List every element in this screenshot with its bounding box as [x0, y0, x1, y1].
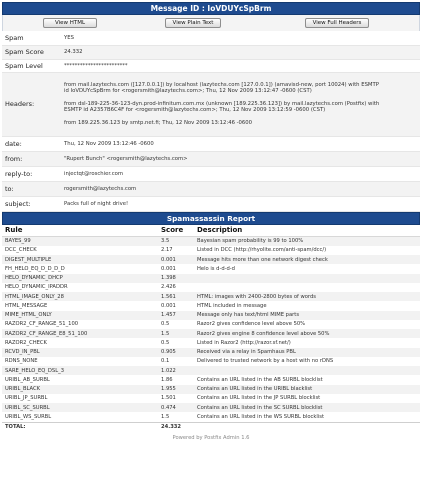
received-line: from mail.lazytechs.com ([127.0.0.1]) by localhost (lazytechs.com [127.0.0.1]) (amavisd-new, port 10024) with ESMTP [64, 81, 379, 88]
total-score: 24.332 [158, 422, 194, 432]
rule-score: 0.5 [161, 321, 170, 328]
rule-name: HELO_DYNAMIC_DHCP [2, 274, 158, 283]
rule-description: Message only has text/html MIME parts [194, 311, 420, 320]
rule-column-header: Rule [2, 225, 158, 237]
to-label: to: [2, 181, 62, 196]
rule-name: DIGEST_MULTIPLE [2, 255, 158, 264]
rule-name: FH_HELO_EQ_D_D_D_D [5, 265, 65, 272]
rule-description: Helo is d-d-d-d [197, 265, 235, 272]
rule-description: Razor2 gives engine 8 confidence level above 50% [194, 329, 420, 338]
view-plain-text-button[interactable]: View Plain Text [165, 18, 221, 28]
rule-score: 3.5 [158, 236, 194, 246]
rule-name: RCVD_IN_PBL [2, 348, 158, 357]
table-row [2, 366, 420, 375]
to-row [2, 181, 420, 196]
from-value: "Rupert Bunch" <rogersmith@lazytechs.com> [62, 151, 420, 166]
spamassassin-report-title: Spamassassin Report [2, 212, 420, 225]
rule-score: 0.905 [158, 348, 194, 357]
rule-name: DCC_CHECK [5, 247, 37, 254]
received-line: ESMTP id A2357B6C4F for <rogersmith@lazytechs.com>; Thu, 12 Nov 2009 13:12:59 -0600 (CST) [64, 107, 326, 114]
table-row [2, 394, 420, 403]
table-row [2, 338, 420, 347]
spam-score-label: Spam Score [2, 45, 62, 59]
rule-name: URIBL_SC_SURBL [2, 403, 158, 412]
rule-name: HTML_IMAGE_ONLY_28 [2, 292, 158, 301]
reply-to-value: injectqt@roschier.com [62, 166, 420, 181]
rule-score: 1.501 [161, 395, 176, 402]
spam-score-value: 24.332 [62, 45, 420, 59]
spam-label: Spam [2, 31, 62, 45]
rule-name: URIBL_AB_SURBL [5, 376, 50, 383]
rule-description: Contains an URL listed in the SC SURBL blocklist [194, 403, 420, 412]
table-row [2, 403, 420, 412]
table-row [2, 301, 420, 310]
table-row [2, 375, 420, 384]
rule-description: Listed in DCC (http://rhyolite.com/anti-spam/dcc/) [197, 247, 327, 254]
rule-description: Received via a relay in Spamhaus PBL [194, 348, 420, 357]
message-panel [2, 2, 420, 441]
subject-label: subject: [2, 196, 62, 211]
total-label: TOTAL: [2, 422, 158, 432]
rule-name: URIBL_JP_SURBL [5, 395, 48, 402]
rule-score: 0.1 [161, 358, 170, 365]
table-row [2, 255, 420, 264]
rule-score: 0.001 [161, 302, 176, 309]
table-row [2, 412, 420, 422]
table-row [2, 274, 420, 283]
rule-score: 2.17 [161, 247, 173, 254]
spam-level-row [2, 59, 420, 72]
table-row [2, 236, 420, 246]
reply-to-label: reply-to: [2, 166, 62, 181]
table-row [2, 264, 420, 273]
subject-value: Packs full of night drive! [62, 196, 420, 211]
table-row [2, 348, 420, 357]
rule-score: 1.022 [158, 366, 194, 375]
rule-name: BAYES_99 [2, 236, 158, 246]
button-row [2, 15, 420, 31]
rule-description: HTML included in message [197, 302, 267, 309]
table-row [2, 385, 420, 394]
reply-to-row [2, 166, 420, 181]
table-row [2, 320, 420, 329]
spam-level-value: ************************ [62, 59, 420, 72]
received-headers-row [2, 72, 420, 136]
rule-name: SARE_HELO_EQ_DSL_3 [2, 366, 158, 375]
rule-score: 1.5 [161, 413, 170, 420]
rule-score: 1.561 [158, 292, 194, 301]
rule-description [194, 366, 420, 375]
rule-score: 0.5 [161, 339, 170, 346]
rule-name: HTML_MESSAGE [5, 302, 48, 309]
rule-description: Listed in Razor2 (http://razor.sf.net/) [197, 339, 291, 346]
view-html-button[interactable]: View HTML [43, 18, 97, 28]
rule-description: HTML: images with 2400-2800 bytes of words [194, 292, 420, 301]
report-header-row [2, 225, 420, 237]
rule-score: 1.5 [158, 329, 194, 338]
rule-description: Contains an URL listed in the URIBL blacklist [194, 385, 420, 394]
rule-description: Delivered to trusted network by a host with no rDNS [197, 358, 334, 365]
total-spacer [194, 422, 420, 432]
table-row [2, 311, 420, 320]
rule-score: 1.955 [158, 385, 194, 394]
total-row [2, 422, 420, 432]
rule-name: URIBL_WS_SURBL [5, 413, 52, 420]
rule-description: Contains an URL listed in the WS SURBL blocklist [197, 413, 324, 420]
subject-row [2, 196, 420, 211]
rule-description [194, 283, 420, 292]
footer-text: Powered by Postfix Admin 1.6 [172, 434, 250, 441]
rule-description [194, 274, 420, 283]
from-row [2, 151, 420, 166]
rule-description: Contains an URL listed in the JP SURBL blocklist [197, 395, 321, 402]
rule-description: Message hits more than one network digest check [194, 255, 420, 264]
header-table [2, 31, 420, 212]
rule-name: URIBL_BLACK [2, 385, 158, 394]
rule-name: HELO_DYNAMIC_IPADDR [5, 284, 68, 291]
spamassassin-report-table [2, 225, 420, 432]
rule-name: RDNS_NONE [5, 358, 38, 365]
table-row [2, 246, 420, 255]
rule-name: RAZOR2_CF_RANGE_51_100 [5, 321, 79, 328]
table-row [2, 283, 420, 292]
rule-description: Razor2 gives confidence level above 50% [197, 321, 306, 328]
to-value: rogersmith@lazytechs.com [62, 181, 420, 196]
rule-description: Contains an URL listed in the AB SURBL blocklist [197, 376, 323, 383]
report-rows [2, 236, 420, 432]
rule-score: 0.474 [158, 403, 194, 412]
view-full-headers-button[interactable]: View Full Headers [305, 18, 369, 28]
spam-row [2, 31, 420, 45]
description-column-header: Description [194, 225, 420, 237]
rule-score: 1.86 [161, 376, 173, 383]
date-value: Thu, 12 Nov 2009 13:12:46 -0600 [62, 136, 420, 151]
message-title: Message ID : IoVDUYcSpBrm [2, 2, 420, 15]
rule-name: RAZOR2_CHECK [5, 339, 47, 346]
table-row [2, 357, 420, 366]
rule-name: MIME_HTML_ONLY [2, 311, 158, 320]
headers-label: Headers: [2, 72, 62, 136]
rule-score: 1.457 [158, 311, 194, 320]
received-headers [62, 72, 420, 136]
rule-score: 2.426 [161, 284, 176, 291]
received-line: from 189.225.36.123 by smtp.net.fi; Thu, 12 Nov 2009 13:12:46 -0600 [64, 119, 253, 126]
from-label: from: [2, 151, 62, 166]
date-label: date: [2, 136, 62, 151]
spam-score-row [2, 45, 420, 59]
rule-score: 0.001 [158, 255, 194, 264]
rule-name: RAZOR2_CF_RANGE_E8_51_100 [2, 329, 158, 338]
rule-score: 0.001 [161, 265, 176, 272]
score-column-header: Score [158, 225, 194, 237]
received-line: id IoVDUYcSpBrm for <rogersmith@lazytechs.com>; Thu, 12 Nov 2009 13:12:47 -0600 (CST) [64, 88, 312, 95]
received-line: from dsl-189-225-36-123-dyn.prod-infinitum.com.mx (unknown [189.225.36.123]) by mail.lazytechs.com (Postfix) with [64, 100, 380, 107]
table-row [2, 292, 420, 301]
date-row [2, 136, 420, 151]
rule-description: Bayesian spam probability is 99 to 100% [194, 236, 420, 246]
spam-level-label: Spam Level [2, 59, 62, 72]
rule-score: 1.398 [158, 274, 194, 283]
table-row [2, 329, 420, 338]
spam-value: YES [62, 31, 420, 45]
